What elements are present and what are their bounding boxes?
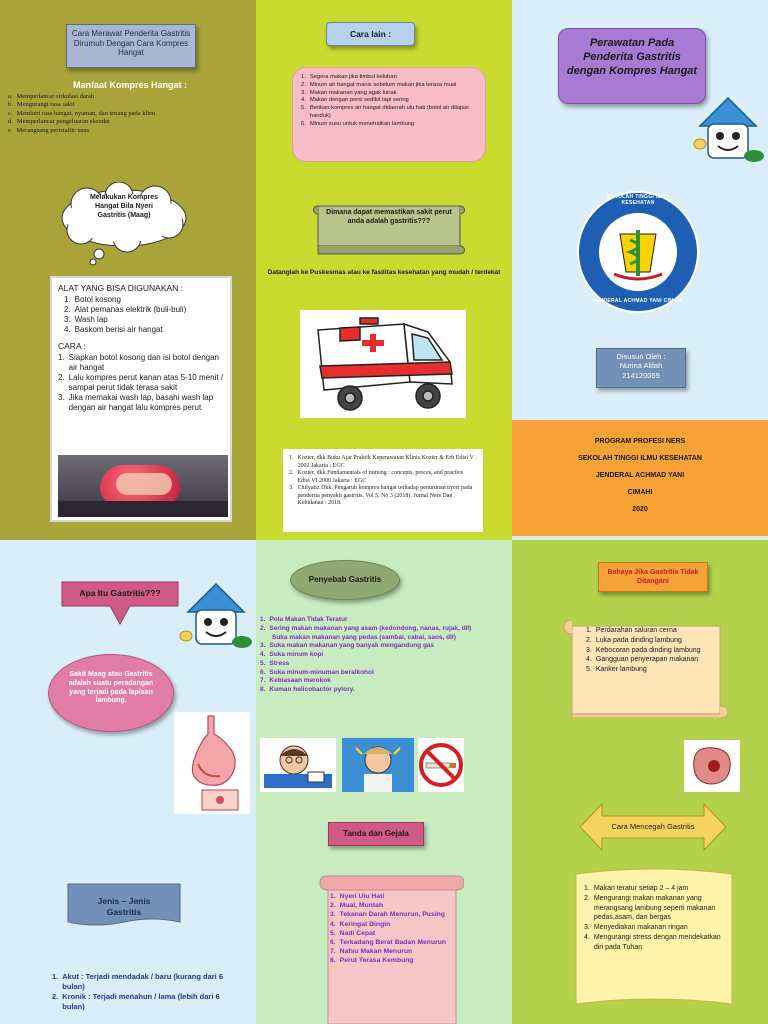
cause-item-number: 3. [260, 642, 266, 650]
what-is-text: Apa Itu Gastritis??? [79, 588, 161, 598]
danger-item-text: Luka pada dinding lambung [595, 636, 682, 644]
cause-item-text: Suka minum-minuman beralkohol [269, 668, 374, 676]
cause-item [260, 651, 508, 660]
type-item-text: Kronik : Terjadi menahun / lama (lebih dari 6 bulan) [62, 992, 220, 1012]
references-list [289, 455, 477, 508]
step-item-number: 1. [58, 353, 65, 362]
institution-box [512, 420, 768, 536]
tool-item [64, 305, 224, 315]
danger-scroll [560, 618, 728, 718]
steps-title: CARA : [58, 341, 86, 351]
other-way-item [301, 74, 477, 82]
panel-care-at-home [0, 0, 256, 540]
benefit-item [8, 101, 254, 109]
sign-item-number: 2. [330, 902, 336, 910]
benefit-item-text: Merangsang peristaltic usus [16, 126, 90, 134]
sign-item-number: 8. [330, 957, 336, 965]
sign-item-number: 7. [330, 948, 336, 956]
benefits-title: Manfaat Kompres Hangat : [72, 80, 188, 90]
danger-item-number: 3. [586, 646, 592, 654]
danger-item [586, 655, 718, 665]
other-way-item [301, 97, 477, 105]
program-text: PROGRAM PROFESI NERS [594, 438, 686, 445]
danger-item-text: Gangguan penyerapan makanan [595, 656, 699, 664]
benefit-item-text: Memperlancar sirkulasi darah [16, 93, 95, 100]
causes-list [260, 616, 508, 695]
other-way-item-number: 1. [301, 74, 306, 80]
panel-causes [256, 540, 512, 1024]
reference-item-text: Chilyatiz Dkk. Pengaruh kompres hangat terhadap penurunan nyeri pada penderita penyakit gastritis. Vol 5, No 3 (2018). Jurnal Ners Dan Kebidanan : 2018. [297, 485, 473, 506]
references-box [283, 449, 483, 532]
ambulance-icon [300, 310, 466, 418]
cause-item [260, 660, 508, 669]
danger-item [586, 665, 718, 675]
benefit-item-number: c. [8, 109, 13, 117]
tool-item-number: 2. [64, 305, 71, 314]
prevent-item [584, 933, 730, 953]
benefit-item-number: d. [8, 118, 13, 126]
prevent-item [584, 884, 730, 894]
sign-item-text: Terkadang Berat Badan Menurun [339, 938, 447, 946]
sign-item [330, 947, 456, 956]
care-title-box [66, 24, 196, 68]
other-way-item-text: Minum susu untuk menetralkan lambung [309, 120, 415, 127]
type-item [52, 992, 230, 1012]
house-mascot-icon [686, 88, 766, 168]
benefit-item-text: Memberi rasa hangat, nyaman, dan tenang pada klien [16, 109, 156, 117]
sign-item-number: 3. [330, 911, 336, 919]
cause-item [260, 642, 508, 651]
danger-item-number: 2. [586, 636, 592, 644]
school-text: SEKOLAH TINGGI ILMU KESEHATAN [578, 455, 702, 462]
causes-oval: Penyebab Gastritis [290, 560, 400, 600]
type-item-number: 1. [52, 972, 59, 981]
cause-item-text: Kuman helicobactor pylory. [269, 686, 355, 694]
danger-item-number: 4. [586, 656, 592, 664]
benefit-item [8, 110, 254, 118]
danger-item-number: 5. [586, 666, 592, 674]
cause-item [260, 669, 508, 678]
logo-bottom-text: JENDERAL ACHMAD YANI CIMAHI [592, 298, 684, 304]
other-way-item [301, 121, 477, 129]
no-smoking-icon [418, 738, 464, 792]
school2-text: JENDERAL ACHMAD YANI [595, 472, 685, 479]
cloud-text: Melakukan Kompres Hangat Bila Nyeri Gastritis (Maag) [89, 194, 159, 219]
other-ways-list [301, 74, 477, 129]
city-text: CIMAHI [627, 489, 653, 496]
reference-item-number: 1. [289, 455, 294, 461]
cause-item [260, 634, 508, 643]
cause-item-text: Suka minum kopi [269, 651, 324, 659]
reference-item-text: Kozier, dkk Fundamentals of nursing : concepts, proces, and practice Edisi VI 2000 Jakarta : EGC [297, 470, 464, 484]
reference-item-number: 3. [289, 485, 294, 491]
sign-item-text: Tekanan Darah Menurun, Pusing [339, 911, 445, 919]
cause-item-text: Sering makan makanan yang asam (kedondong, nanas, rujak, dll) [269, 624, 472, 632]
danger-item [586, 626, 718, 636]
tools-list [64, 295, 224, 335]
sign-item [330, 910, 456, 919]
ambulance-image [300, 310, 466, 418]
tool-item-number: 4. [64, 325, 71, 334]
danger-item-text: Kanker lambung [595, 666, 647, 674]
other-way-item-number: 3. [301, 89, 306, 96]
author-name: Nurina Alifah [619, 361, 663, 371]
cause-item-number: 1. [260, 616, 266, 623]
panel-cover [512, 0, 768, 540]
prevent-item [584, 894, 730, 923]
sign-item-text: Perut Terasa Kembung [339, 957, 414, 965]
tool-item [64, 295, 224, 305]
danger-title: Bahaya Jika Gastritis Tidak Ditangani [598, 562, 708, 592]
logo-top-text: SEKOLAH TINGGI ILMU KESEHATAN [606, 194, 670, 206]
author-label: Disusun Oleh : [616, 352, 666, 361]
type-item-text: Akut : Terjadi mendadak / baru (kurang dari 6 bulan) [62, 972, 223, 992]
question-text: Dimana dapat memastikan sakit perut anda adalah gastritis??? [326, 209, 452, 226]
other-way-item-text: Makan dengan porsi sedikit tapi sering [309, 97, 409, 104]
reference-item [289, 485, 477, 508]
danger-item-number: 1. [586, 627, 592, 634]
cover-title-box [558, 28, 706, 104]
sign-item-number: 4. [330, 920, 336, 928]
benefit-item-number: a. [8, 93, 13, 100]
what-is-banner [60, 580, 180, 626]
step-item-text: Jika memakai wash lap, basahi wash lap dengan air hangat lalu kompres perut [68, 393, 214, 412]
other-way-item-number: 6. [301, 120, 306, 127]
sign-item [330, 956, 456, 965]
benefit-item [8, 93, 254, 101]
benefit-item-text: Memperlancar pengeluaran eksudat [16, 118, 110, 126]
college-logo [576, 190, 700, 314]
reference-item [289, 455, 477, 470]
other-way-item [301, 105, 477, 121]
stomach-photo [684, 740, 740, 792]
prevent-list [584, 884, 730, 953]
types-banner [66, 882, 182, 932]
sign-item-text: Nadi Cepat [339, 929, 376, 937]
cause-item-number: 7. [260, 677, 266, 685]
types-title: Jenis – Jenis Gastritis [97, 896, 151, 918]
compress-photo [58, 455, 228, 517]
prevent-item-text: Makan teratur setiap 2 – 4 jam [593, 885, 689, 892]
sign-item-text: Keringat Dingin [339, 920, 391, 928]
benefit-item-number: e. [8, 126, 13, 134]
cause-image-stress [260, 738, 336, 792]
other-way-item-number: 2. [301, 81, 306, 88]
reference-item-number: 2. [289, 470, 294, 476]
prevent-title: Cara Mencegah Gastritis [611, 822, 695, 831]
tools-title: ALAT YANG BISA DIGUNAKAN : [58, 283, 184, 293]
cause-item [260, 677, 508, 686]
prevent-item-number: 3. [584, 924, 590, 932]
other-ways-button: Cara lain : [326, 22, 415, 46]
prevent-item-number: 4. [584, 933, 590, 941]
house-mascot [686, 88, 766, 168]
cause-item-number [260, 634, 268, 643]
signs-title: Tanda dan Gejala [328, 822, 424, 846]
sign-item-number: 1. [330, 893, 336, 900]
tool-item-text: Wash lap [74, 315, 108, 324]
cause-item-text: Stress [269, 659, 290, 667]
sign-item [330, 929, 456, 938]
benefits-list [8, 93, 254, 135]
house-mascot-2 [174, 574, 254, 654]
tool-item-number: 3. [64, 315, 71, 324]
benefit-item [8, 118, 254, 126]
tool-item-text: Baskom berisi air hangat [74, 325, 163, 334]
prevent-item-number: 1. [584, 885, 590, 892]
sign-item [330, 920, 456, 929]
reference-item-text: Kozier, dkk Buku Ajar Praktik Keperawatan Klinis Kozier & Erb Edisi V . 2002 Jakarta : EGC [297, 455, 477, 469]
tool-item-text: Alat pemanas elektrik (buli-buli) [74, 305, 187, 314]
cover-title: Perawatan Pada Penderita Gastritis dengan Kompres Hangat [566, 37, 698, 77]
reference-item [289, 470, 477, 485]
cause-item-text: Suka makan makanan yang banyak mengandung gas [269, 642, 435, 650]
cause-item-text: Suka makan makanan yang pedas (sambal, cabai, saos, dll) [272, 633, 456, 641]
banner-shape [60, 580, 180, 626]
prevent-item [584, 923, 730, 933]
other-way-item-text: Segera makan jika timbul keluhan [309, 74, 397, 80]
cause-item [260, 616, 508, 625]
types-list [52, 972, 230, 1013]
cause-item-text: Pola Makan Tidak Teratur [269, 616, 348, 623]
cause-item [260, 686, 508, 695]
other-way-item [301, 82, 477, 90]
prevent-item-text: Mengurangi makan makanan yang merangsang lambung seperti makanan pedas,asam, dan bergas [593, 894, 716, 922]
other-way-item-text: Minum air hangat manis sebelum makan jika terasa mual [309, 81, 457, 88]
sign-item-number: 6. [330, 938, 336, 946]
other-way-item-text: Makan makanan yang agak lunak [309, 89, 397, 96]
danger-item-text: Kebocoran pada dinding lambung [595, 646, 701, 654]
danger-item-text: Perdarahan saluran cerna [595, 627, 677, 634]
definition-text: Sakit Maag atau Gastritis adalah suatu peradangan yang terjadi pada lapisan lambung. [68, 671, 154, 705]
cause-item-number: 5. [260, 659, 266, 667]
cause-image-drink [342, 738, 414, 792]
other-way-item-text: Berikan kompres air hangat didaerah ulu hati (botol air dilapisi handuk) [309, 105, 469, 120]
prevent-item-text: Mengurangi stress dengan mendekatkan diri pada Tuhan [593, 933, 721, 951]
author-id: 214120059 [622, 370, 660, 380]
sign-item [330, 901, 456, 910]
care-title: Cara Merawat Penderita Gastritis Dirumuh Dengan Cara Kompres Hangat [71, 29, 191, 58]
author-box [596, 348, 686, 388]
prevent-item-number: 2. [584, 894, 590, 902]
sign-item-text: Mual, Muntah [339, 902, 384, 910]
benefit-item-text: Mengurangi rasa sakit [16, 101, 75, 109]
year-text: 2020 [632, 506, 648, 513]
benefit-item-number: b. [8, 101, 13, 109]
panel-other-ways [256, 0, 512, 540]
signs-list [330, 892, 456, 965]
sign-item-text: Nafsu Makan Menurun [339, 948, 413, 956]
step-item [58, 393, 224, 413]
sign-item [330, 938, 456, 947]
step-item-text: Siapkan botol kosong dan isi botol dengan air hangat [68, 353, 220, 372]
cloud-callout [57, 182, 191, 254]
cause-item-number: 8. [260, 686, 266, 694]
other-way-item-number: 4. [301, 97, 306, 104]
step-item [58, 373, 224, 393]
tool-item [64, 325, 224, 335]
question-scroll [310, 200, 468, 256]
stomach-illustration [174, 712, 250, 814]
headache-man-icon [342, 738, 414, 792]
cause-item-number: 2. [260, 624, 266, 632]
dangers-list [586, 626, 718, 675]
stomach-icon [174, 712, 250, 814]
answer-text: Datanglah ke Puskesmas atau ke fasilitas kesehatan yang mudah / terdekat [267, 269, 501, 276]
tool-item [64, 315, 224, 325]
step-item-number: 2. [58, 373, 65, 382]
stomach-photo-icon [684, 740, 740, 792]
panel-what-is-gastritis [0, 540, 256, 1024]
cause-item-number: 4. [260, 651, 266, 659]
benefit-item [8, 127, 254, 135]
tool-item-number: 1. [64, 295, 71, 304]
prevent-arrow [578, 802, 728, 852]
panel-danger-prevent [512, 540, 768, 1024]
cause-item-number: 6. [260, 668, 266, 676]
college-emblem [576, 190, 700, 314]
cause-item [260, 625, 508, 634]
prevent-item-text: Menyediakan makanan ringan [593, 924, 688, 932]
danger-item [586, 646, 718, 656]
cause-image-smoking [418, 738, 464, 792]
step-item [58, 353, 224, 373]
other-ways-box [292, 67, 486, 162]
sign-item-text: Nyeri Ulu Hati [339, 893, 385, 900]
cause-item-text: Kebiasaan merokok [269, 677, 331, 685]
prevent-scroll [570, 864, 738, 1012]
steps-list [58, 353, 224, 413]
type-item-number: 2. [52, 992, 59, 1002]
other-way-item [301, 90, 477, 98]
step-item-number: 3. [58, 393, 65, 402]
sign-item-number: 5. [330, 929, 336, 937]
sign-item [330, 892, 456, 901]
other-way-item-number: 5. [301, 105, 306, 112]
tool-item-text: Botol kosong [74, 295, 121, 304]
definition-oval [48, 654, 174, 732]
worried-man-icon [260, 738, 336, 792]
house-mascot-icon-2 [174, 574, 254, 654]
type-item [52, 972, 230, 992]
danger-item [586, 636, 718, 646]
step-item-text: Lalu kompres perut kanan atas 5-10 menit / sampai perut tidak terasa sakit [68, 373, 223, 392]
signs-scroll [318, 874, 464, 1024]
